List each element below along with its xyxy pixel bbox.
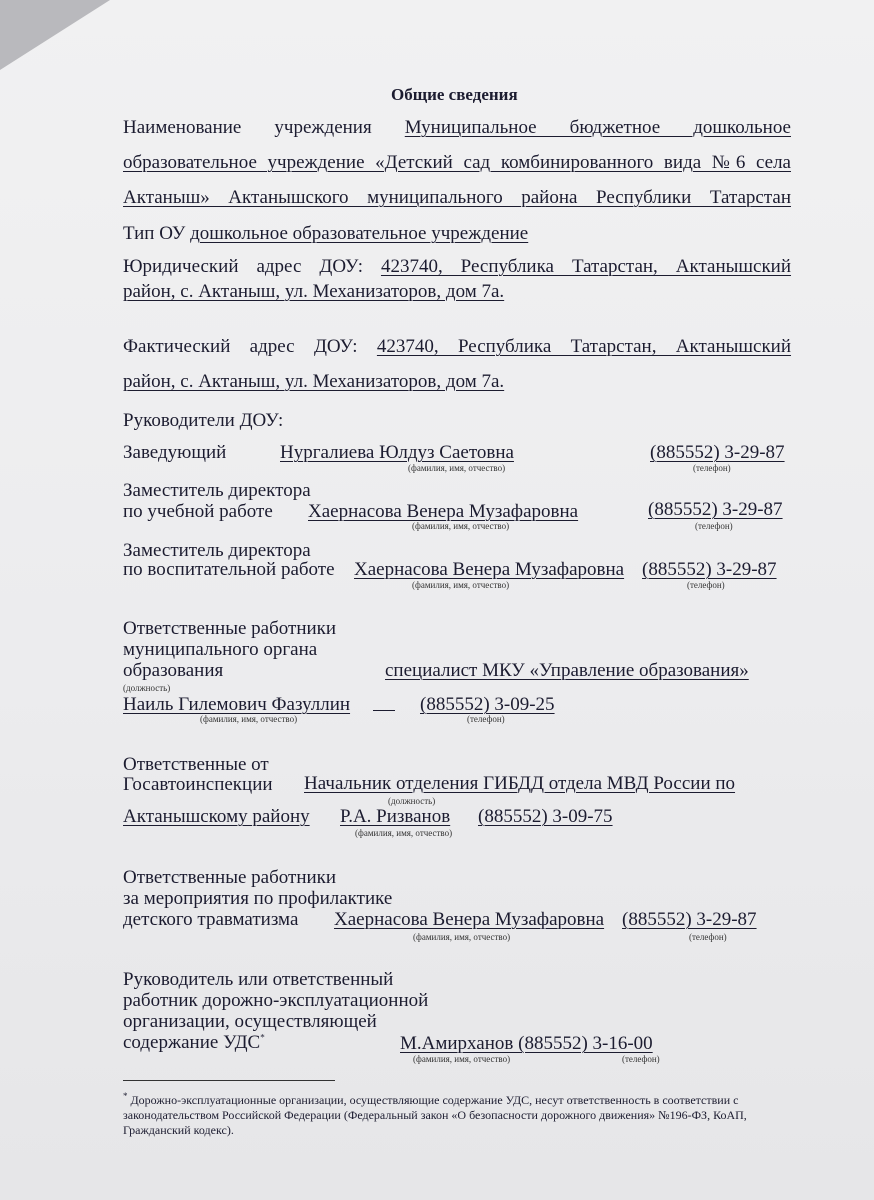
deputy-edu-name-caption: (фамилия, имя, отчество)	[412, 521, 510, 531]
actual-address-line-1	[123, 336, 791, 358]
road-label-1: Руководитель или ответственный	[123, 969, 394, 990]
municipal-phone-caption: (телефон)	[467, 714, 505, 724]
footnote-rule	[123, 1080, 335, 1081]
folded-corner	[0, 0, 110, 70]
gibdd-label-2: Госавтоинспекции	[123, 774, 273, 795]
road-name-caption: (фамилия, имя, отчество)	[413, 1054, 511, 1064]
road-name-phone: М.Амирханов (885552) 3-16-00	[400, 1033, 653, 1054]
deputy-care-name: Хаернасова Венера Музафаровна	[354, 559, 625, 580]
road-label-4-text: содержание УДС	[123, 1032, 261, 1053]
municipal-position: специалист МКУ «Управление образования»	[385, 660, 749, 681]
deputy-edu-role-1: Заместитель директора	[123, 480, 311, 501]
head-phone: (885552) 3-29-87	[650, 442, 785, 463]
gibdd-position-2: Актанышскому району	[123, 806, 310, 827]
municipal-name-caption: (фамилия, имя, отчество)	[200, 714, 298, 724]
head-name: Нургалиева Юлдуз Саетовна	[280, 442, 514, 463]
municipal-position-caption: (должность)	[123, 683, 171, 693]
road-label-4	[123, 1032, 265, 1054]
municipal-phone: (885552) 3-09-25	[420, 694, 555, 715]
actual-address-label: Фактический адрес ДОУ:	[123, 336, 358, 357]
page-title: Общие сведения	[391, 85, 518, 104]
injury-name-caption: (фамилия, имя, отчество)	[413, 932, 511, 942]
municipal-label-1: Ответственные работники	[123, 618, 337, 639]
institution-name-2: образовательное учреждение «Детский сад комбинированного вида №6 села	[123, 152, 791, 173]
road-footnote-mark: *	[260, 1032, 265, 1043]
road-label-3: организации, осуществляющей	[123, 1011, 377, 1032]
gibdd-label-1: Ответственные от	[123, 754, 269, 775]
injury-phone: (885552) 3-29-87	[622, 909, 757, 930]
type-label: Тип ОУ	[123, 223, 186, 244]
footnote-mark: *	[123, 1091, 128, 1101]
actual-address-value-1: 423740, Республика Татарстан, Актанышский	[376, 336, 792, 357]
actual-address-value-2: район, с. Актаныш, ул. Механизаторов, дом 7а.	[123, 371, 505, 392]
footnote-text: Дорожно-эксплуатационные организации, осуществляющие содержание УДС, несут ответственность в соответствии с законодательством Российской Федерации (Федеральный закон «О безопасности дорожного движения» №196-ФЗ, КоАП, Гражданский кодекс).	[123, 1093, 747, 1137]
gibdd-name: Р.А. Ризванов	[340, 806, 451, 827]
gibdd-name-caption: (фамилия, имя, отчество)	[355, 828, 453, 838]
injury-label-2: за мероприятия по профилактике	[123, 888, 393, 909]
deputy-care-name-caption: (фамилия, имя, отчество)	[412, 580, 510, 590]
legal-address-value-1: 423740, Республика Татарстан, Актанышский	[380, 256, 792, 277]
deputy-edu-phone-caption: (телефон)	[695, 521, 733, 531]
deputy-care-role-2: по воспитательной работе	[123, 559, 335, 580]
gibdd-position-1: Начальник отделения ГИБДД отдела МВД России по	[304, 773, 736, 794]
deputy-edu-role-2: по учебной работе	[123, 501, 273, 522]
type-row	[123, 223, 528, 245]
injury-label-3: детского травматизма	[123, 909, 299, 930]
institution-name-3: Актаныш» Актанышского муниципального района Республики Татарстан	[123, 187, 791, 208]
legal-address-value-2: район, с. Актаныш, ул. Механизаторов, дом 7а.	[123, 281, 505, 302]
deputy-edu-phone: (885552) 3-29-87	[648, 499, 783, 520]
municipal-label-2: муниципального органа	[123, 639, 318, 660]
heads-label: Руководители ДОУ:	[123, 410, 284, 431]
head-name-caption: (фамилия, имя, отчество)	[408, 463, 506, 473]
deputy-edu-name: Хаернасова Венера Музафаровна	[308, 501, 579, 522]
road-phone-caption: (телефон)	[622, 1054, 660, 1064]
institution-label: Наименование учреждения	[123, 117, 372, 138]
municipal-name: Наиль Гилемович Фазуллин	[123, 694, 351, 715]
institution-name-1: Муниципальное бюджетное дошкольное	[404, 117, 791, 138]
road-label-2: работник дорожно-эксплуатационной	[123, 990, 429, 1011]
deputy-care-phone: (885552) 3-29-87	[642, 559, 777, 580]
injury-label-1: Ответственные работники	[123, 867, 337, 888]
deputy-care-role-1: Заместитель директора	[123, 540, 311, 561]
head-role: Заведующий	[123, 442, 227, 463]
head-phone-caption: (телефон)	[693, 463, 731, 473]
legal-address-label: Юридический адрес ДОУ:	[123, 256, 363, 277]
municipal-name-underline-tail	[373, 696, 395, 711]
municipal-label-3: образования	[123, 660, 224, 681]
gibdd-phone: (885552) 3-09-75	[478, 806, 613, 827]
injury-name: Хаернасова Венера Музафаровна	[334, 909, 605, 930]
injury-phone-caption: (телефон)	[689, 932, 727, 942]
deputy-care-phone-caption: (телефон)	[687, 580, 725, 590]
institution-line-1	[123, 117, 791, 139]
gibdd-position-caption: (должность)	[388, 796, 436, 806]
footnote	[123, 1093, 795, 1138]
type-value: дошкольное образовательное учреждение	[190, 223, 529, 244]
legal-address-line-1	[123, 256, 791, 278]
